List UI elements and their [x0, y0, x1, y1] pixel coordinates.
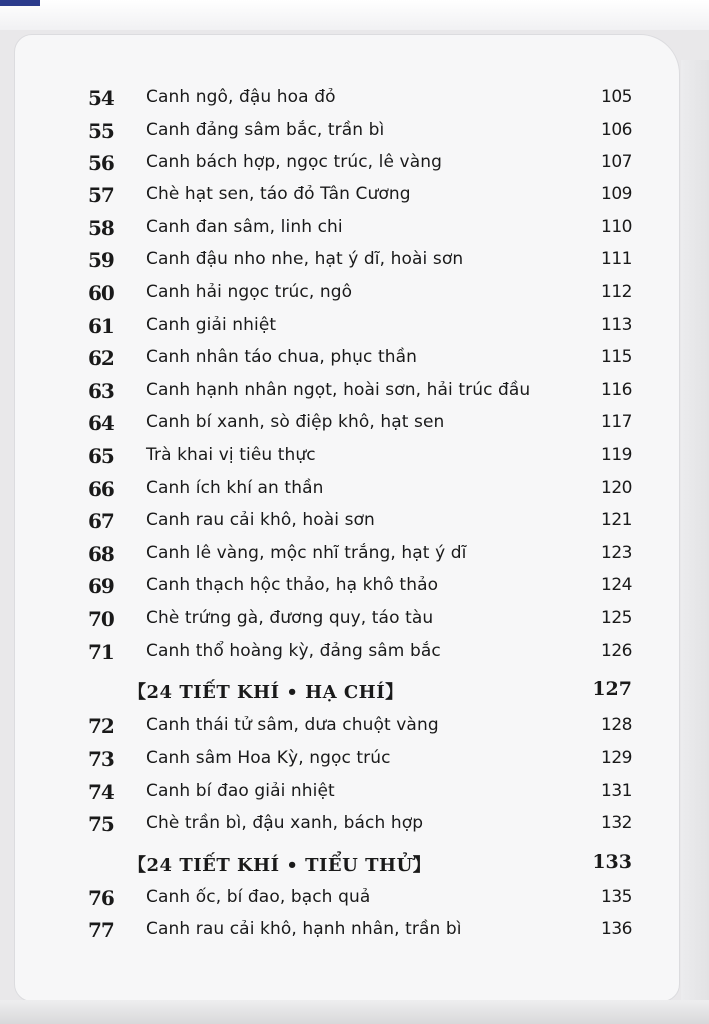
- entry-page: 128: [601, 715, 632, 735]
- entry-page: 125: [601, 608, 632, 628]
- toc-entry: [0, 151, 709, 181]
- entry-number: 59: [88, 248, 114, 272]
- entry-number: 55: [88, 119, 114, 143]
- toc-entry: [0, 477, 709, 507]
- entry-title: Canh đan sâm, linh chi: [146, 217, 343, 237]
- entry-number: 61: [88, 314, 114, 338]
- entry-number: 71: [88, 640, 114, 664]
- entry-title: Canh thạch hộc thảo, hạ khô thảo: [146, 575, 439, 595]
- entry-number: 62: [88, 346, 114, 370]
- toc-entry: [0, 216, 709, 246]
- entry-number: 72: [88, 714, 114, 738]
- toc-entry: [0, 444, 709, 474]
- entry-title: Canh bách hợp, ngọc trúc, lê vàng: [146, 152, 442, 172]
- toc-entry: [0, 640, 709, 670]
- entry-number: 54: [88, 86, 114, 110]
- entry-number: 73: [88, 747, 114, 771]
- entry-page: 109: [601, 184, 632, 204]
- entry-title: Canh thái tử sâm, dưa chuột vàng: [146, 715, 439, 735]
- entry-number: 68: [88, 542, 114, 566]
- entry-title: Canh ốc, bí đao, bạch quả: [146, 887, 371, 907]
- toc-entry: [0, 411, 709, 441]
- entry-page: 126: [601, 641, 632, 661]
- entry-page: 111: [601, 249, 632, 269]
- entry-title: Canh lê vàng, mộc nhĩ trắng, hạt ý dĩ: [146, 543, 467, 563]
- toc-section-heading: [0, 851, 709, 881]
- entry-title: Canh bí xanh, sò điệp khô, hạt sen: [146, 412, 445, 432]
- entry-title: Canh thổ hoàng kỳ, đảng sâm bắc: [146, 641, 441, 661]
- section-title: 【24 TIẾT KHÍ • TIỂU THỬ】: [128, 855, 432, 876]
- entry-number: 70: [88, 607, 114, 631]
- entry-title: Canh bí đao giải nhiệt: [146, 781, 335, 801]
- toc-entry: [0, 574, 709, 604]
- entry-page: 121: [601, 510, 632, 530]
- entry-title: Canh hạnh nhân ngọt, hoài sơn, hải trúc đầu: [146, 380, 531, 400]
- entry-number: 77: [88, 918, 114, 942]
- entry-number: 58: [88, 216, 114, 240]
- toc-entry: [0, 542, 709, 572]
- entry-title: Canh rau cải khô, hoài sơn: [146, 510, 375, 530]
- entry-title: Chè trần bì, đậu xanh, bách hợp: [146, 813, 424, 833]
- toc-entry: [0, 747, 709, 777]
- toc-entry: [0, 183, 709, 213]
- toc-entry: [0, 509, 709, 539]
- entry-title: Canh ích khí an thần: [146, 478, 324, 498]
- toc-entry: [0, 314, 709, 344]
- toc-entry: [0, 379, 709, 409]
- entry-page: 129: [601, 748, 632, 768]
- entry-number: 57: [88, 183, 114, 207]
- entry-page: 115: [601, 347, 632, 367]
- toc-entry: [0, 812, 709, 842]
- entry-number: 69: [88, 574, 114, 598]
- toc-entry: [0, 918, 709, 948]
- entry-title: Canh đảng sâm bắc, trần bì: [146, 120, 385, 140]
- entry-page: 136: [601, 919, 632, 939]
- entry-page: 123: [601, 543, 632, 563]
- entry-number: 63: [88, 379, 114, 403]
- entry-title: Canh sâm Hoa Kỳ, ngọc trúc: [146, 748, 391, 768]
- toc-entry: [0, 607, 709, 637]
- entry-number: 65: [88, 444, 114, 468]
- entry-page: 120: [601, 478, 632, 498]
- entry-title: Canh nhân táo chua, phục thần: [146, 347, 418, 367]
- entry-page: 135: [601, 887, 632, 907]
- entry-title: Chè hạt sen, táo đỏ Tân Cương: [146, 184, 411, 204]
- entry-page: 131: [601, 781, 632, 801]
- entry-number: 67: [88, 509, 114, 533]
- section-page: 133: [592, 851, 632, 873]
- entry-page: 105: [601, 87, 632, 107]
- toc-entry: [0, 119, 709, 149]
- entry-number: 74: [88, 780, 114, 804]
- section-title: 【24 TIẾT KHÍ • HẠ CHÍ】: [128, 682, 404, 703]
- entry-title: Canh đậu nho nhe, hạt ý dĩ, hoài sơn: [146, 249, 464, 269]
- toc-entry: [0, 714, 709, 744]
- entry-page: 117: [601, 412, 632, 432]
- entry-title: Canh rau cải khô, hạnh nhân, trần bì: [146, 919, 462, 939]
- toc-entry: [0, 886, 709, 916]
- entry-number: 66: [88, 477, 114, 501]
- toc-entry: [0, 281, 709, 311]
- entry-title: Trà khai vị tiêu thực: [146, 445, 316, 465]
- toc-entry: [0, 346, 709, 376]
- entry-page: 116: [601, 380, 632, 400]
- entry-page: 124: [601, 575, 632, 595]
- entry-page: 106: [601, 120, 632, 140]
- toc-section-heading: [0, 678, 709, 708]
- entry-title: Canh ngô, đậu hoa đỏ: [146, 87, 336, 107]
- entry-page: 112: [601, 282, 632, 302]
- entry-page: 132: [601, 813, 632, 833]
- toc-entry: [0, 780, 709, 810]
- section-page: 127: [592, 678, 632, 700]
- entry-page: 113: [601, 315, 632, 335]
- entry-title: Canh hải ngọc trúc, ngô: [146, 282, 353, 302]
- entry-title: Chè trứng gà, đương quy, táo tàu: [146, 608, 434, 628]
- entry-page: 107: [601, 152, 632, 172]
- entry-title: Canh giải nhiệt: [146, 315, 277, 335]
- toc-entry: [0, 248, 709, 278]
- entry-page: 110: [601, 217, 632, 237]
- entry-number: 60: [88, 281, 114, 305]
- toc-entry: [0, 86, 709, 116]
- entry-number: 56: [88, 151, 114, 175]
- entry-number: 64: [88, 411, 114, 435]
- entry-page: 119: [601, 445, 632, 465]
- entry-number: 75: [88, 812, 114, 836]
- entry-number: 76: [88, 886, 114, 910]
